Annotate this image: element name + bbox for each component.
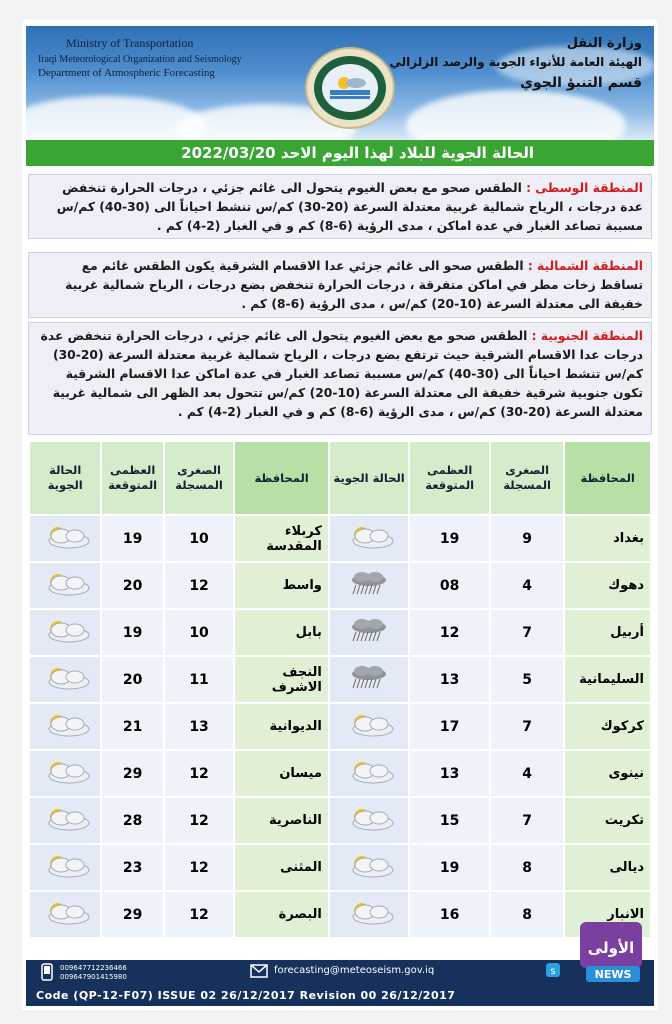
weather-icon-cell <box>30 798 100 843</box>
table-header-row <box>30 442 650 514</box>
min-temp: 12 <box>165 751 233 796</box>
table-row <box>30 798 650 843</box>
max-temp: 12 <box>410 610 489 655</box>
partly-cloudy-icon <box>38 867 92 883</box>
header-min-right: الصغرى المسجلة <box>491 442 563 514</box>
min-temp: 8 <box>491 892 563 937</box>
phone-2: 009647901415980 <box>60 973 127 981</box>
province-name: دهوك <box>565 563 650 608</box>
partly-cloudy-icon <box>38 679 92 695</box>
forecast-table <box>28 440 652 939</box>
organization-name: Iraqi Meteorological Organization and Seismology <box>38 54 242 65</box>
province-name: كربلاء المقدسة <box>235 516 328 561</box>
partly-cloudy-icon <box>38 632 92 648</box>
partly-cloudy-icon <box>38 914 92 930</box>
partly-cloudy-icon <box>342 538 396 554</box>
header-weather-left: الحالة الجوية <box>30 442 100 514</box>
watermark-badge: NEWS <box>594 968 632 981</box>
weather-icon-cell <box>330 704 409 749</box>
table-row <box>30 516 650 561</box>
partly-cloudy-icon <box>342 820 396 836</box>
table-row <box>30 610 650 655</box>
header-banner <box>26 26 654 140</box>
weather-icon-cell <box>30 892 100 937</box>
max-temp: 15 <box>410 798 489 843</box>
province-name: الديوانية <box>235 704 328 749</box>
bulletin-title: الحالة الجوية للبلاد لهذا اليوم الاحد 2022/03/20 <box>26 140 654 166</box>
phone-numbers <box>60 964 127 982</box>
weather-icon-cell <box>30 657 100 702</box>
organization-name-ar: الهيئة العامة للأنواء الجوية والرصد الزلزالي <box>389 55 642 69</box>
min-temp: 11 <box>165 657 233 702</box>
province-name: ميسان <box>235 751 328 796</box>
partly-cloudy-icon <box>38 773 92 789</box>
max-temp: 21 <box>102 704 162 749</box>
weather-icon-cell <box>330 751 409 796</box>
watermark-text: الأولى <box>587 939 635 957</box>
rain-cloud-icon <box>342 679 396 695</box>
min-temp: 12 <box>165 845 233 890</box>
partly-cloudy-icon <box>342 867 396 883</box>
partly-cloudy-icon <box>342 773 396 789</box>
min-temp: 10 <box>165 516 233 561</box>
max-temp: 08 <box>410 563 489 608</box>
weather-icon-cell <box>330 563 409 608</box>
table-row <box>30 704 650 749</box>
min-temp: 7 <box>491 610 563 655</box>
header-min-left: الصغرى المسجلة <box>165 442 233 514</box>
table-row <box>30 563 650 608</box>
min-temp: 7 <box>491 798 563 843</box>
partly-cloudy-icon <box>38 538 92 554</box>
table-row <box>30 657 650 702</box>
province-name: بابل <box>235 610 328 655</box>
news-watermark-logo <box>578 920 644 986</box>
max-temp: 19 <box>410 516 489 561</box>
min-temp: 8 <box>491 845 563 890</box>
ministry-name-ar: وزارة النقل <box>566 36 642 51</box>
weather-icon-cell <box>30 751 100 796</box>
weather-icon-cell <box>330 892 409 937</box>
phone-icon <box>40 963 54 981</box>
max-temp: 29 <box>102 892 162 937</box>
partly-cloudy-icon <box>38 726 92 742</box>
organization-logo <box>304 46 396 130</box>
weather-icon-cell <box>30 516 100 561</box>
max-temp: 28 <box>102 798 162 843</box>
max-temp: 20 <box>102 657 162 702</box>
province-name: الناصرية <box>235 798 328 843</box>
min-temp: 4 <box>491 563 563 608</box>
region-name: المنطقة الجنوبية : <box>531 329 643 343</box>
header-province-left: المحافظة <box>235 442 328 514</box>
province-name: تكريت <box>565 798 650 843</box>
weather-icon-cell <box>330 798 409 843</box>
max-temp: 20 <box>102 563 162 608</box>
max-temp: 23 <box>102 845 162 890</box>
footer-bar <box>26 960 654 1006</box>
region-text: الطقس صحو مع بعض الغيوم يتحول الى غائم جزئي ، درجات الحرارة تنخفض عدة درجات عدا الاقسام الشرقية حيث ترتفع بضع درجات ، الرياح شمالية غربية معتدلة السرعة (20-30) كم/س تنشط احياناً الى (30-40) كم/س مسببة تصاعد الغبار في عدة اماكن عدا الاقسام الشرقية تكون جنوبية شرقية خفيفة الى معتدلة السرعة (10-20) كم/س تتحول بعد الظهر الى شمالية غربية معتدلة السرعة (20-30) كم/س ، مدى الرؤية (6-8) كم و في الغبار (2-4) كم . <box>40 329 643 419</box>
max-temp: 17 <box>410 704 489 749</box>
province-name: بغداد <box>565 516 650 561</box>
max-temp: 16 <box>410 892 489 937</box>
weather-icon-cell <box>330 845 409 890</box>
province-name: الانبار <box>565 892 650 937</box>
table-row <box>30 845 650 890</box>
rain-cloud-icon <box>342 632 396 648</box>
max-temp: 29 <box>102 751 162 796</box>
department-name: Department of Atmospheric Forecasting <box>38 67 215 79</box>
social-icon <box>546 963 560 977</box>
region-south <box>28 322 652 435</box>
region-central <box>28 174 652 239</box>
min-temp: 12 <box>165 798 233 843</box>
province-name: البصرة <box>235 892 328 937</box>
weather-icon-cell <box>330 610 409 655</box>
max-temp: 19 <box>102 610 162 655</box>
weather-icon-cell <box>30 704 100 749</box>
min-temp: 5 <box>491 657 563 702</box>
partly-cloudy-icon <box>38 585 92 601</box>
province-name: واسط <box>235 563 328 608</box>
document-code: Code (QP-12-F07) ISSUE 02 26/12/2017 Revision 00 26/12/2017 <box>36 989 456 1002</box>
max-temp: 19 <box>410 845 489 890</box>
header-arabic <box>390 36 642 91</box>
header-province-right: المحافظة <box>565 442 650 514</box>
min-temp: 12 <box>165 892 233 937</box>
max-temp: 13 <box>410 751 489 796</box>
weather-icon-cell <box>330 516 409 561</box>
svg-text:s: s <box>550 966 556 977</box>
max-temp: 13 <box>410 657 489 702</box>
min-temp: 12 <box>165 563 233 608</box>
province-name: النجف الاشرف <box>235 657 328 702</box>
province-name: نينوى <box>565 751 650 796</box>
min-temp: 9 <box>491 516 563 561</box>
email-icon <box>250 964 268 978</box>
region-north <box>28 252 652 318</box>
weather-icon-cell <box>30 610 100 655</box>
region-text: الطقس صحو مع بعض الغيوم يتحول الى غائم جزئي ، درجات الحرارة تنخفض عدة درجات ، الرياح شمالية غربية معتدلة السرعة (20-30) كم/س تنشط احياناً الى (30-40) كم/س مسببة تصاعد الغبار في عدة اماكن ، مدى الرؤية (6-8) كم و في الغبار (2-4) كم . <box>56 181 643 233</box>
header-max-right: العظمى المتوقعة <box>410 442 489 514</box>
province-name: المثنى <box>235 845 328 890</box>
contact-email: forecasting@meteoseism.gov.iq <box>274 965 435 976</box>
min-temp: 4 <box>491 751 563 796</box>
forecast-bulletin <box>22 20 658 1010</box>
phone-1: 009647712236466 <box>60 964 127 972</box>
max-temp: 19 <box>102 516 162 561</box>
partly-cloudy-icon <box>342 914 396 930</box>
weather-icon-cell <box>30 563 100 608</box>
rain-cloud-icon <box>342 585 396 601</box>
weather-icon-cell <box>330 657 409 702</box>
min-temp: 10 <box>165 610 233 655</box>
min-temp: 13 <box>165 704 233 749</box>
region-name: المنطقة الوسطى : <box>526 181 643 195</box>
province-name: ديالى <box>565 845 650 890</box>
forecast-table-wrap <box>28 440 652 958</box>
province-name: أربيل <box>565 610 650 655</box>
weather-icon-cell <box>30 845 100 890</box>
min-temp: 7 <box>491 704 563 749</box>
table-row <box>30 751 650 796</box>
province-name: السليمانية <box>565 657 650 702</box>
table-row <box>30 892 650 937</box>
province-name: كركوك <box>565 704 650 749</box>
region-name: المنطقة الشمالية : <box>527 259 643 273</box>
ministry-name: Ministry of Transportation <box>66 36 194 50</box>
header-english <box>38 36 242 79</box>
header-weather-right: الحالة الجوية <box>330 442 409 514</box>
header-max-left: العظمى المتوقعة <box>102 442 162 514</box>
department-name-ar: قسم التنبؤ الجوي <box>520 75 642 91</box>
region-text: الطقس صحو الى غائم جزئي عدا الاقسام الشرقية يكون الطقس غائم مع تساقط زخات مطر في اماكن متفرقة ، درجات الحرارة تنخفض بضع درجات ، الرياح شمالية غربية خفيفة الى معتدلة السرعة (10-20) كم/س ، مدى الرؤية (6-8) كم . <box>65 259 643 311</box>
partly-cloudy-icon <box>38 820 92 836</box>
partly-cloudy-icon <box>342 726 396 742</box>
